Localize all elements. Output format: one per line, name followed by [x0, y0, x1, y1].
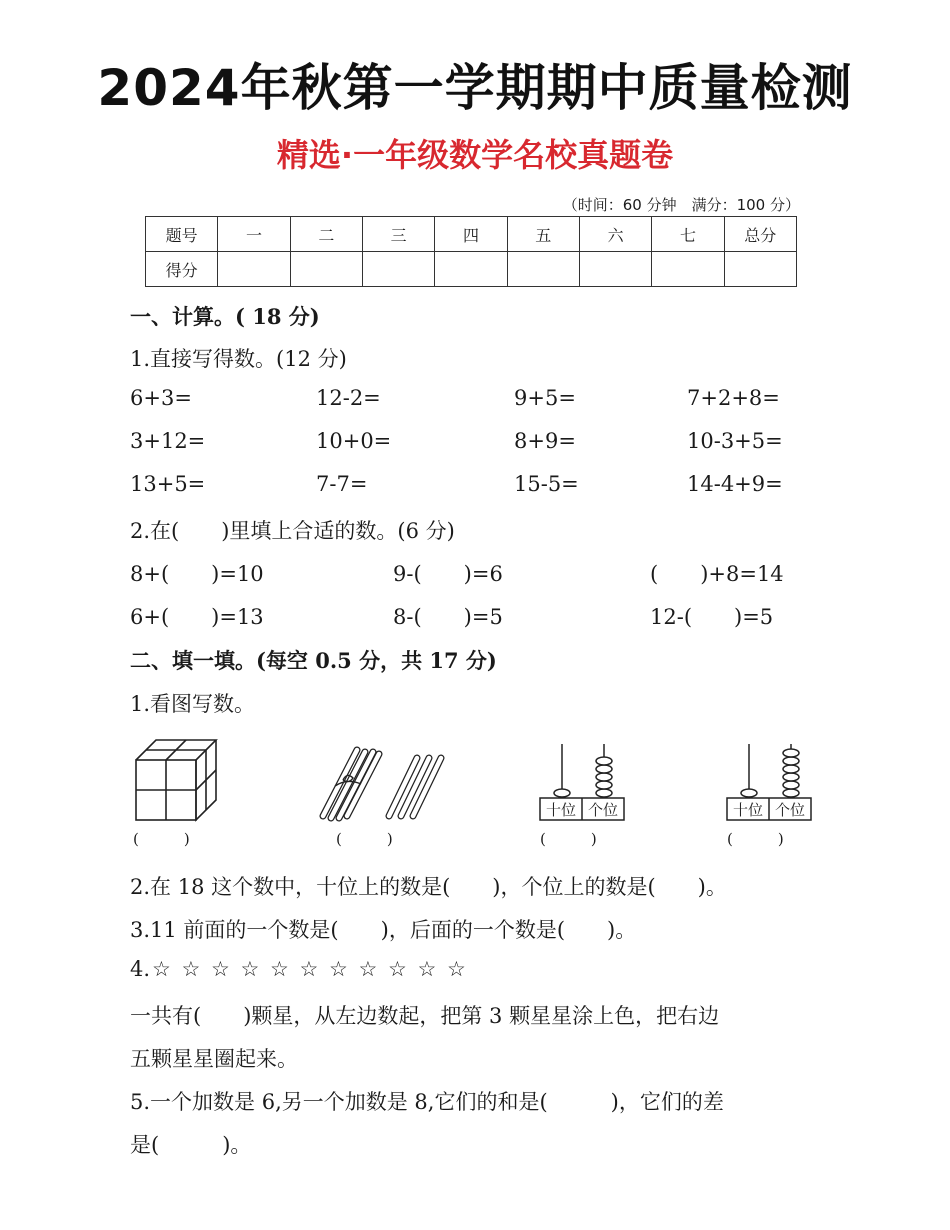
score-blank-cell[interactable]: [435, 252, 507, 287]
sticks-figure: [313, 744, 453, 824]
ones-bead: [596, 773, 612, 781]
ones-bead: [596, 757, 612, 765]
calc-item: 12-2=: [316, 386, 381, 410]
score-table-cell: 得分: [146, 252, 218, 287]
ones-bead: [596, 789, 612, 797]
calc-item: 3+12=: [130, 429, 206, 453]
ones-bead: [783, 757, 799, 765]
score-blank-cell[interactable]: [507, 252, 579, 287]
answer-blank[interactable]: ( ): [727, 830, 784, 848]
score-table: [145, 216, 797, 287]
calc-item: 7-7=: [316, 472, 368, 496]
ones-bead: [783, 773, 799, 781]
fill-item: 6+( )=13: [130, 605, 264, 629]
answer-blank[interactable]: ( ): [133, 830, 190, 848]
ones-bead: [596, 781, 612, 789]
abacus-figure: [725, 740, 815, 824]
tens-label: 十位: [545, 801, 577, 819]
ones-label: 个位: [587, 801, 619, 819]
calc-item: 15-5=: [514, 472, 579, 496]
tens-bead: [554, 789, 570, 797]
score-table-score-row: [146, 252, 797, 287]
abacus-figure: [538, 740, 628, 824]
score-table-cell: 七: [652, 217, 724, 252]
calc-item: 7+2+8=: [687, 386, 780, 410]
question-title: 1.直接写得数。(12 分): [130, 347, 347, 371]
question-text: 5.一个加数是 6,另一个加数是 8,它们的和是( )，它们的差: [130, 1090, 724, 1114]
question-title: 2.在( )里填上合适的数。(6 分): [130, 519, 455, 543]
question-text: 五颗星星圈起来。: [130, 1047, 298, 1071]
score-table-header-row: [146, 217, 797, 252]
section-heading: 一、计算。( 18 分): [130, 304, 320, 329]
score-table-cell: 一: [218, 217, 290, 252]
ones-bead: [783, 789, 799, 797]
score-table-cell: 三: [362, 217, 434, 252]
calc-item: 6+3=: [130, 386, 192, 410]
score-table-cell: 题号: [146, 217, 218, 252]
ones-bead: [596, 765, 612, 773]
question-text: 2.在 18 这个数中，十位上的数是( )，个位上的数是( )。: [130, 875, 727, 899]
ones-bead: [783, 749, 799, 757]
page-title: 2024年秋第一学期期中质量检测: [97, 59, 853, 117]
score-blank-cell[interactable]: [290, 252, 362, 287]
cube-figure: [128, 734, 224, 824]
score-blank-cell[interactable]: [218, 252, 290, 287]
score-blank-cell[interactable]: [362, 252, 434, 287]
score-table-cell: 四: [435, 217, 507, 252]
fill-item: 12-( )=5: [650, 605, 774, 629]
fill-item: 8+( )=10: [130, 562, 264, 586]
score-blank-cell[interactable]: [724, 252, 796, 287]
section-heading: 二、填一填。(每空 0.5 分，共 17 分): [130, 648, 497, 673]
fill-item: 8-( )=5: [393, 605, 503, 629]
score-blank-cell[interactable]: [652, 252, 724, 287]
page-subtitle: 精选·一年级数学名校真题卷: [276, 136, 674, 174]
calc-item: 14-4+9=: [687, 472, 783, 496]
time-info: （时间：60 分钟 满分：100 分）: [562, 196, 800, 214]
calc-item: 9+5=: [514, 386, 576, 410]
score-table-cell: 二: [290, 217, 362, 252]
calc-item: 13+5=: [130, 472, 206, 496]
calc-item: 10-3+5=: [687, 429, 783, 453]
answer-blank[interactable]: ( ): [336, 830, 393, 848]
tens-bead: [741, 789, 757, 797]
ones-label: 个位: [774, 801, 806, 819]
question-number: 4.: [130, 957, 151, 981]
score-table-cell: 六: [579, 217, 651, 252]
fill-item: ( )+8=14: [650, 562, 784, 586]
fill-item: 9-( )=6: [393, 562, 503, 586]
question-title: 1.看图写数。: [130, 692, 256, 716]
question-text: 一共有( )颗星，从左边数起，把第 3 颗星星涂上色，把右边: [130, 1004, 720, 1028]
ones-bead: [783, 765, 799, 773]
stars-row: ☆ ☆ ☆ ☆ ☆ ☆ ☆ ☆ ☆ ☆ ☆: [152, 957, 468, 981]
ones-bead: [783, 781, 799, 789]
answer-blank[interactable]: ( ): [540, 830, 597, 848]
score-table-cell: 五: [507, 217, 579, 252]
calc-item: 10+0=: [316, 429, 392, 453]
tens-label: 十位: [732, 801, 764, 819]
score-table-cell: 总分: [724, 217, 796, 252]
question-text: 是( )。: [130, 1133, 252, 1157]
score-blank-cell[interactable]: [579, 252, 651, 287]
question-text: 3.11 前面的一个数是( )，后面的一个数是( )。: [130, 918, 637, 942]
calc-item: 8+9=: [514, 429, 576, 453]
